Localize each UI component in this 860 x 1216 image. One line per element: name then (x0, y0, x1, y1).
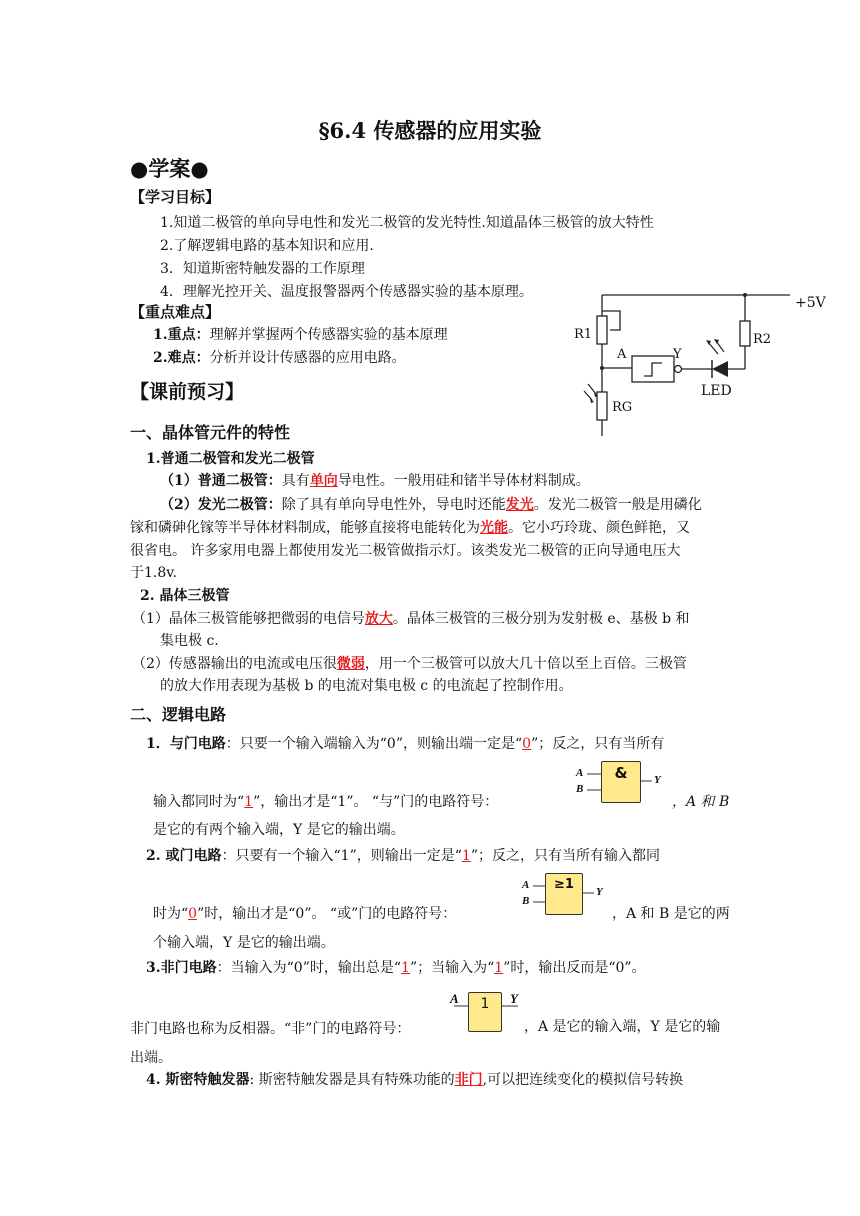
and-line3: 是它的有两个输入端，Y 是它的输出端。 (153, 822, 405, 838)
goal-item: 2.了解逻辑电路的基本知识和应用. (160, 238, 374, 254)
not-label: 3.非门电路 (146, 960, 217, 976)
text: : 斯密特触发器是具有特殊功能的 (249, 1072, 455, 1088)
transistor-line1 (132, 609, 690, 629)
label-r2: R2 (753, 332, 772, 347)
text: 具有 (281, 473, 310, 489)
goals-heading: 【学习目标】 (130, 188, 221, 206)
text: ：只要有一个输入“1”，则输出一定是“ (221, 848, 462, 864)
answer-blank: 1 (494, 960, 504, 976)
diode-line (160, 471, 590, 491)
answer-blank: 发光 (505, 497, 534, 513)
answer-blank: 0 (522, 736, 532, 752)
not-gate-box: 1 (468, 992, 502, 1032)
text: ”时，输出反而是“0”。 (503, 960, 646, 976)
answer-blank: 1 (461, 848, 471, 864)
gate-output-y: Y (654, 774, 661, 786)
and-gate-symbol (574, 760, 670, 804)
or-gate-symbol (520, 872, 616, 916)
section2-heading: 二、逻辑电路 (130, 705, 227, 724)
transistor-line2b: 的放大作用表现为基极 b 的电流对集电极 c 的电流起了控制作用。 (160, 678, 573, 694)
or-label: 2. 或门电路 (146, 848, 222, 864)
led-line4: 于1.8v. (130, 565, 177, 581)
text: ：只要一个输入端输入为“0”，则输出端一定是“ (225, 736, 523, 752)
answer-blank: 微弱 (336, 656, 365, 672)
text: ”，输出才是“1”。 “与”门的电路符号： (253, 794, 499, 810)
key-heading: 【重点难点】 (130, 303, 221, 321)
page-title: §6.4 传感器的应用实验 (318, 118, 542, 143)
text: ，用一个三极管可以放大几十倍以至上百倍。三极管 (364, 656, 687, 672)
text: ”时，输出才是“0”。 “或”门的电路符号： (197, 906, 457, 922)
and-line1 (146, 734, 664, 754)
label-a: A (617, 347, 627, 362)
answer-blank: 光能 (480, 520, 508, 536)
answer-blank: 0 (188, 906, 198, 922)
section1-sub1: 1.普通二极管和发光二极管 (146, 451, 315, 467)
gate-input-a: A (576, 767, 584, 779)
led-line2 (130, 518, 690, 538)
label-r1: R1 (574, 327, 593, 342)
section1-sub2: 2. 晶体三极管 (140, 588, 230, 604)
text: ”；当输入为“ (409, 960, 495, 976)
transistor-line2 (132, 654, 687, 674)
gate-input-a: A (450, 991, 459, 1006)
light-control-circuit-diagram (568, 286, 828, 446)
section1-heading: 一、晶体管元件的特性 (130, 423, 291, 442)
or-gate-leads (520, 872, 616, 916)
answer-blank: 1 (244, 794, 254, 810)
and-label: 1．与门电路 (146, 736, 226, 752)
text: 。晶体三极管的三极分别为发射极 e、基极 b 和 (392, 611, 690, 627)
text: 除了具有单向导电性外，导电时还能 (281, 497, 506, 513)
not-line2: 非门电路也称为反相器。“非”门的电路符号： (130, 1021, 411, 1037)
not-gate-leads (450, 988, 522, 1034)
goal-item: 4．理解光控开关、温度报警器两个传感器实验的基本原理。 (160, 284, 533, 300)
not-gate-symbol (450, 988, 522, 1034)
difficulty-text: 分析并设计传感器的应用电路。 (209, 350, 406, 366)
not-after: ，A 是它的输入端，Y 是它的输 (524, 1019, 721, 1035)
or-after: ，A 和 B 是它的两 (612, 906, 730, 922)
text: 镓和磷砷化镓等半导体材料制成，能够直接将电能转化为 (130, 520, 480, 536)
label-vcc: +5V (795, 295, 826, 311)
and-after: ，A 和 B (672, 794, 730, 810)
answer-blank: 放大 (364, 611, 393, 627)
text: 。它小巧玲珑、颜色鲜艳，又 (508, 520, 690, 536)
schmitt-label: 4. 斯密特触发器 (146, 1072, 250, 1088)
text: 输入都同时为“ (153, 794, 245, 810)
led-line1 (160, 495, 702, 515)
text: ”；反之，只有当所有 (531, 736, 665, 752)
label-rg: RG (612, 400, 633, 415)
led-line3: 很省电。 许多家用电器上都使用发光二极管做指示灯。该类发光二极管的正向导通电压大 (130, 543, 681, 559)
and-gate-leads (574, 760, 670, 804)
text: ：当输入为“0”时，输出总是“ (216, 960, 402, 976)
answer-blank: 1 (401, 960, 410, 976)
answer-blank: 单向 (309, 473, 338, 489)
focus-line (153, 325, 448, 345)
text: 。发光二极管一般是用磷化 (533, 497, 702, 513)
schmitt-line (146, 1070, 683, 1090)
led-label: （2）发光二极管： (160, 497, 282, 513)
focus-label: 1.重点： (153, 327, 210, 343)
text: 导电性。一般用硅和锗半导体材料制成。 (337, 473, 590, 489)
answer-blank: 非门 (454, 1072, 483, 1088)
text: （1）晶体三极管能够把微弱的电信号 (132, 611, 365, 627)
diode-label: （1）普通二极管： (160, 473, 282, 489)
and-line2 (153, 792, 498, 812)
or-line3: 个输入端，Y 是它的输出端。 (153, 935, 335, 951)
text: （2）传感器输出的电流或电压很 (132, 656, 337, 672)
focus-text: 理解并掌握两个传感器实验的基本原理 (209, 327, 448, 343)
section-subtitle: ●学案● (130, 157, 209, 181)
text: ”；反之，只有当所有输入都同 (470, 848, 660, 864)
goal-item: 3．知道斯密特触发器的工作原理 (160, 261, 365, 277)
not-line1 (146, 958, 646, 978)
gate-input-b: B (522, 895, 530, 907)
or-line1 (146, 846, 660, 866)
difficulty-line (153, 348, 406, 368)
or-line2 (153, 904, 456, 924)
gate-input-a: A (522, 879, 530, 891)
goal-item: 1.知道二极管的单向导电性和发光二极管的发光特性.知道晶体三极管的放大特性 (160, 215, 654, 231)
difficulty-label: 2.难点： (153, 350, 210, 366)
gate-input-b: B (576, 783, 584, 795)
gate-output-y: Y (596, 886, 603, 898)
preview-heading: 【课前预习】 (130, 381, 245, 403)
label-led: LED (701, 383, 732, 399)
transistor-line1b: 集电极 c. (160, 633, 219, 649)
and-gate-box: & (601, 761, 641, 803)
label-y: Y (673, 347, 682, 362)
gate-output-y: Y (510, 991, 518, 1006)
text: 时为“ (153, 906, 189, 922)
or-gate-box: ≥1 (545, 873, 583, 915)
text: ,可以把连续变化的模拟信号转换 (482, 1072, 684, 1088)
not-line3: 出端。 (130, 1050, 172, 1066)
